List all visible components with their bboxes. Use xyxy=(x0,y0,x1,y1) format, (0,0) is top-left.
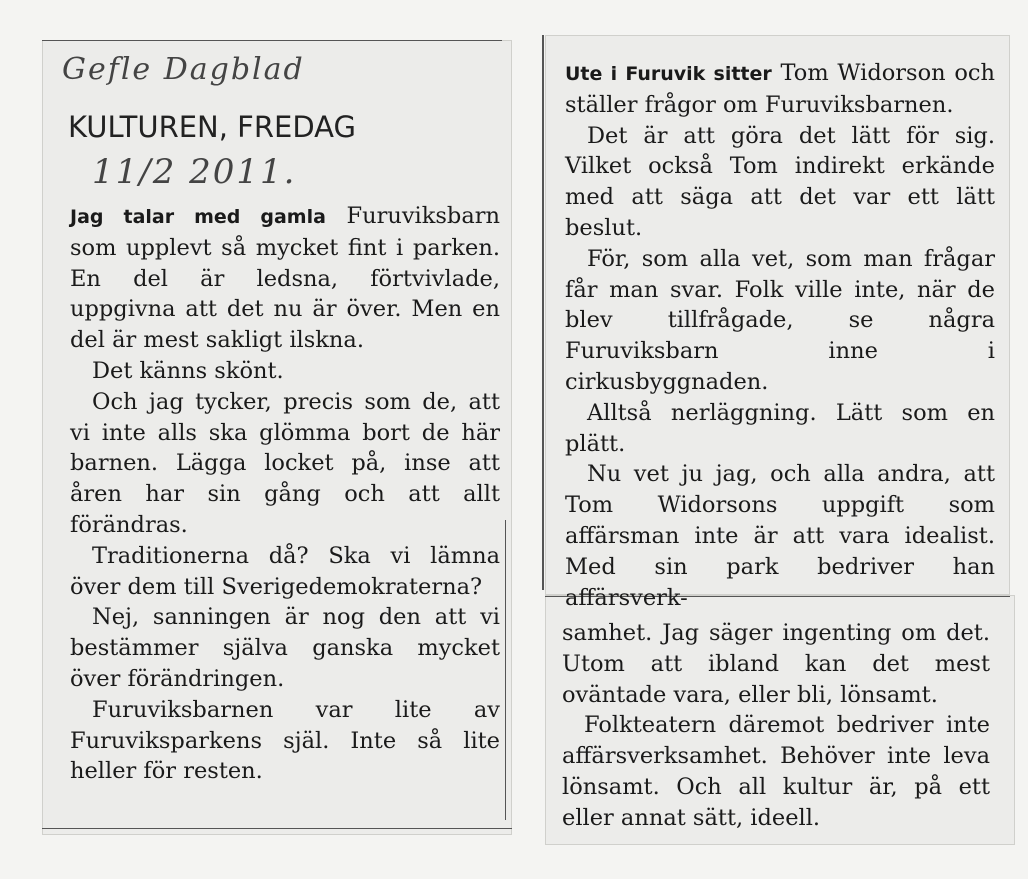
article-paragraph: Furuviksbarnen var lite av Furuviksparkens själ. Inte så lite heller för resten. xyxy=(70,696,500,785)
article-paragraph: Folkteatern däremot bedriver inte affärsverksamhet. Behöver inte leva lönsamt. Och all kultur är, på ett eller annat sätt, ideell. xyxy=(562,712,990,831)
article-column-right-top xyxy=(565,58,995,613)
paragraph-text: Tom Widorson och ställer frågor om Furuviksbarnen. xyxy=(565,60,995,118)
article-column-right-bottom xyxy=(562,618,990,834)
article-paragraph xyxy=(565,58,995,121)
article-column-left xyxy=(70,201,500,787)
section-heading: KULTUREN, FREDAG xyxy=(68,110,356,144)
divider-rule xyxy=(542,35,544,590)
article-paragraph: Nej, sanningen är nog den att vi bestämmer själva ganska mycket över förändringen. xyxy=(70,604,500,692)
article-paragraph: Det känns skönt. xyxy=(92,357,284,384)
article-paragraph: Alltså nerläggning. Lätt som en plätt. xyxy=(565,399,995,457)
lead-in: Ute i Furuvik sitter xyxy=(565,63,772,85)
divider-rule xyxy=(42,828,512,829)
handwritten-paper-name: Gefle Dagblad xyxy=(62,52,305,87)
lead-in: Jag talar med gamla xyxy=(70,206,326,228)
handwritten-date: 11/2 2011. xyxy=(92,152,297,192)
article-paragraph: Traditionerna då? Ska vi lämna över dem till Sverigedemokraterna? xyxy=(70,542,500,600)
article-paragraph: Och jag tycker, precis som de, att vi inte alls ska glömma bort de här barnen. Lägga locket på, inse att åren har sin gång och att allt förändras. xyxy=(70,388,500,538)
article-paragraph: För, som alla vet, som man frågar får man svar. Folk ville inte, när de blev tillfrågade, se några Furuviksbarn inne i cirkusbyggnaden. xyxy=(565,245,995,395)
article-paragraph: Nu vet ju jag, och alla andra, att Tom Widorsons uppgift som affärsman inte är att vara idealist. Med sin park bedriver han affärsverk- xyxy=(565,461,995,611)
paragraph-text: Furuviksbarn som upplevt så mycket fint i parken. En del är ledsna, förtvivlade, uppgivna att det nu är över. Men en del är mest sakligt ilskna. xyxy=(70,203,500,354)
article-paragraph: Det är att göra det lätt för sig. Vilket också Tom indirekt erkände med att säga att det var ett lätt beslut. xyxy=(565,122,995,241)
divider-rule xyxy=(42,40,502,41)
article-paragraph xyxy=(70,201,500,356)
article-paragraph: samhet. Jag säger ingenting om det. Utom att ibland kan det mest oväntade vara, eller bli, lönsamt. xyxy=(562,620,990,708)
divider-rule xyxy=(505,520,506,820)
